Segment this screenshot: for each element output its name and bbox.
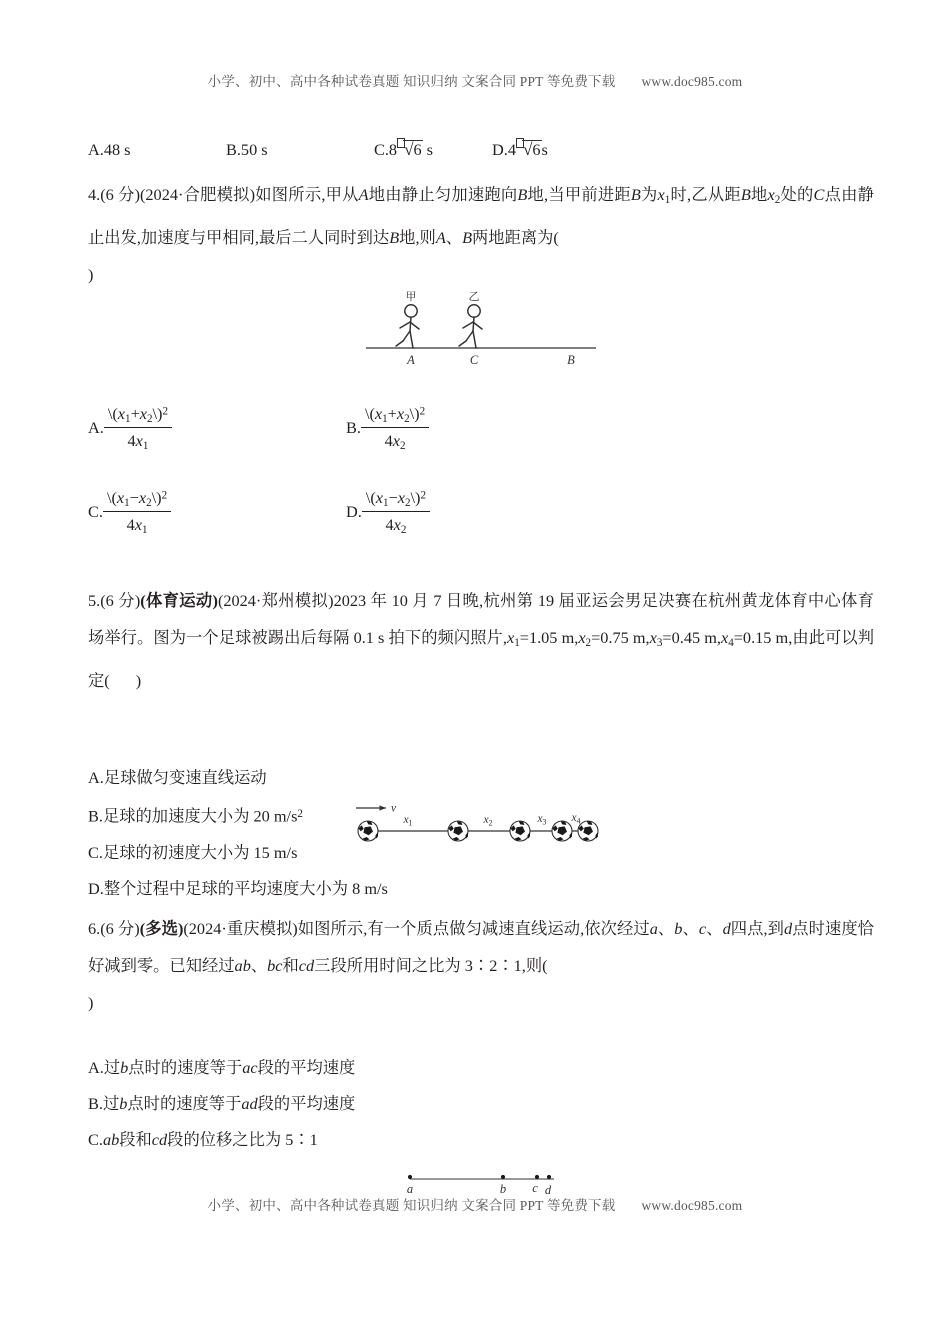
q6-figure-point-b: b — [499, 1182, 507, 1196]
runner-jia-icon — [396, 305, 419, 348]
q4-figure-point-a: A — [407, 353, 415, 367]
q5-gap-label-4: $x_4$ — [571, 812, 581, 826]
q3-options-row — [88, 132, 874, 168]
q6-option-a[interactable]: A.过b点时的速度等于ac段的平均速度 — [88, 1058, 356, 1077]
fraction: $\frac{\backslash(x_1+x_2\backslash)^2}{4x_2}$ — [361, 404, 429, 452]
q6-stem: 6.(6 分)(多选)(2024·重庆模拟)如图所示,有一个质点做匀减速直线运动,依次经过a、b、c、d四点,到d点时速度恰好减到零。已知经过ab、bc和cd三段所用时间之比为 3∶2∶1,则( ) — [88, 919, 874, 1012]
running-foot-text: 小学、初中、高中各种试卷真题 知识归纳 文案合同 PPT 等免费下载 — [207, 1198, 616, 1213]
q4-option-a[interactable]: A. $\frac{\backslash(x_1+x_2\backslash)^2}{4x_1}$ — [88, 404, 172, 452]
q3-option-b[interactable]: B.50 s — [226, 140, 268, 159]
q4-figure-point-b: B — [567, 353, 575, 367]
q4-figure-svg — [356, 278, 606, 370]
q5-gap-label-3: $x_3$ — [537, 813, 547, 827]
q4-options-row-2 — [88, 486, 874, 572]
q3-option-c[interactable]: C.8 √6 s — [374, 132, 492, 168]
q5-figure-v-label: v — [391, 802, 397, 815]
q6-figure-point-d: d — [544, 1183, 552, 1197]
q4-figure-label-yi: 乙 — [468, 290, 480, 303]
runner-yi-icon — [459, 305, 482, 348]
q4-figure-label-jia: 甲 — [405, 290, 417, 303]
q6-options — [88, 1050, 874, 1158]
q4-option-b[interactable]: B. $\frac{\backslash(x_1+x_2\backslash)^2}{4x_2}$ — [346, 404, 429, 452]
q4-options — [88, 400, 874, 572]
q4-figure-point-c: C — [469, 353, 479, 367]
q5-option-b[interactable]: B.足球的加速度大小为 20 $m/s^2$ — [88, 806, 303, 826]
q5-stem: 5.(6 分)(体育运动)(2024·郑州模拟)2023 年 10 月 7 日晚,杭州第 19 届亚运会男足决赛在杭州黄龙体育中心体育场举行。图为一个足球被踢出后每隔 0.1 s 拍下的频闪照片$,x_1=1.05$ $m,x_2=0.75$ $m,x_3=0.45$ $m,x_4=0.15$ m,由此可以判定( ) — [88, 591, 874, 691]
running-foot — [0, 1194, 950, 1214]
question-6 — [88, 910, 874, 1021]
radical-icon: √6 — [404, 140, 422, 159]
running-head-site: www.doc985.com — [641, 74, 743, 89]
q5-option-c[interactable]: C.足球的初速度大小为 15 m/s — [88, 842, 298, 862]
q4-figure — [88, 278, 874, 374]
running-head — [0, 70, 950, 90]
q3-option-d[interactable]: D.4 √6s — [492, 132, 548, 168]
q5-options — [88, 760, 874, 907]
q5-gap-label-1: $x_1$ — [403, 814, 413, 828]
q4-stem: 4.(6 分)(2024·合肥模拟)如图所示,甲从A地由静止匀加速跑向B地,当甲前进距B为$x_1$时,乙从距B地$x_2$处的C点由静止出发,加速度与甲相同,最后二人同时到达B地,则A、B两地距离为( ) — [88, 185, 874, 285]
q5-gap-label-2: $x_2$ — [483, 814, 493, 828]
fraction: $\frac{\backslash(x_1+x_2\backslash)^2}{4x_1}$ — [104, 404, 172, 452]
running-head-text: 小学、初中、高中各种试卷真题 知识归纳 文案合同 PPT 等免费下载 — [207, 74, 616, 89]
running-foot-site: www.doc985.com — [641, 1198, 743, 1213]
q6-option-b[interactable]: B.过b点时的速度等于ad段的平均速度 — [88, 1094, 356, 1113]
q5-option-a[interactable]: A.足球做匀变速直线运动 — [88, 768, 267, 787]
question-4 — [88, 176, 874, 293]
question-5 — [88, 582, 874, 699]
q6-option-c[interactable]: C.ab段和cd段的位移之比为 5∶1 — [88, 1130, 318, 1149]
q3-option-a[interactable]: A.48 s — [88, 140, 131, 159]
q3-options — [88, 132, 874, 168]
q5-option-d[interactable]: D.整个过程中足球的平均速度大小为 8 m/s — [88, 878, 388, 898]
fraction: $\frac{\backslash(x_1-x_2\backslash)^2}{4x_2}$ — [362, 488, 430, 536]
q6-figure-point-a: a — [406, 1182, 414, 1196]
q4-options-row-1 — [88, 400, 874, 486]
q4-option-d[interactable]: D. $\frac{\backslash(x_1-x_2\backslash)^2}{4x_2}$ — [346, 488, 430, 536]
fraction: $\frac{\backslash(x_1-x_2\backslash)^2}{4x_1}$ — [103, 488, 171, 536]
radical-icon: √6 — [522, 140, 541, 159]
q4-option-c[interactable]: C. $\frac{\backslash(x_1-x_2\backslash)^2}{4x_1}$ — [88, 488, 171, 536]
q6-figure-point-c: c — [532, 1181, 538, 1195]
